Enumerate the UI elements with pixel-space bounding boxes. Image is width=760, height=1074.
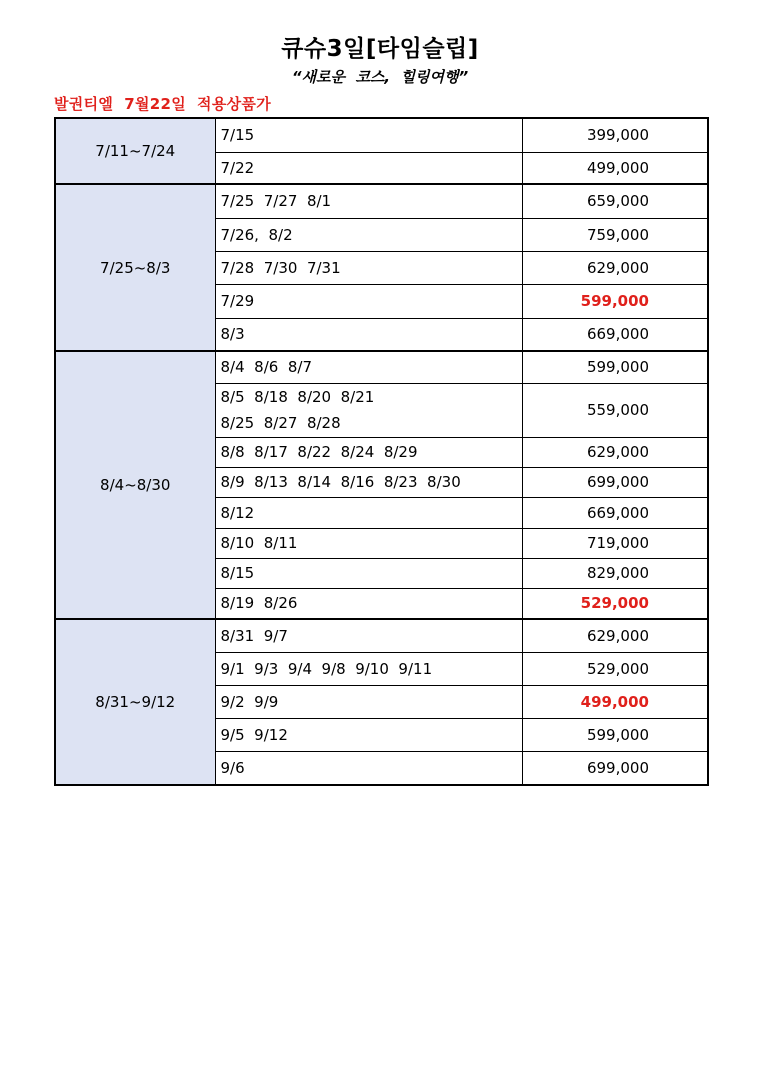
price-cell: 699,000: [522, 467, 708, 497]
table-row: [55, 118, 708, 152]
price-cell: 399,000: [522, 118, 708, 152]
price-cell: 669,000: [522, 318, 708, 351]
price-cell: 719,000: [522, 528, 708, 558]
dates-cell: 8/8 8/17 8/22 8/24 8/29: [215, 437, 522, 467]
dates-cell: 7/26, 8/2: [215, 218, 522, 251]
price-cell: 629,000: [522, 437, 708, 467]
table-row: [55, 619, 708, 652]
period-cell: 8/31~9/12: [55, 619, 215, 785]
price-cell: 529,000: [522, 652, 708, 685]
price-cell-highlighted: 599,000: [522, 284, 708, 318]
dates-cell: 9/6: [215, 751, 522, 785]
dates-cell: 8/12: [215, 497, 522, 528]
price-cell: 759,000: [522, 218, 708, 251]
price-table-body: [55, 118, 708, 785]
dates-cell: 7/29: [215, 284, 522, 318]
price-cell: 599,000: [522, 351, 708, 383]
price-cell: 669,000: [522, 497, 708, 528]
table-row: [55, 184, 708, 218]
period-cell: 7/11~7/24: [55, 118, 215, 184]
price-cell: 599,000: [522, 718, 708, 751]
dates-cell: 8/19 8/26: [215, 588, 522, 619]
dates-cell: 7/15: [215, 118, 522, 152]
price-cell: 829,000: [522, 558, 708, 588]
price-cell: 659,000: [522, 184, 708, 218]
dates-cell: 7/25 7/27 8/1: [215, 184, 522, 218]
dates-cell: 8/15: [215, 558, 522, 588]
table-row: [55, 351, 708, 383]
period-cell: 7/25~8/3: [55, 184, 215, 351]
dates-cell: 8/4 8/6 8/7: [215, 351, 522, 383]
price-table: [54, 117, 709, 786]
price-cell: 499,000: [522, 152, 708, 184]
dates-cell: 9/2 9/9: [215, 685, 522, 718]
price-cell-highlighted: 529,000: [522, 588, 708, 619]
dates-cell: 8/10 8/11: [215, 528, 522, 558]
page-title: 큐슈3일[타임슬립]: [281, 36, 479, 62]
dates-cell: 9/1 9/3 9/4 9/8 9/10 9/11: [215, 652, 522, 685]
dates-cell: [215, 383, 522, 437]
price-cell: 629,000: [522, 619, 708, 652]
dates-cell: 8/3: [215, 318, 522, 351]
price-cell-highlighted: 499,000: [522, 685, 708, 718]
period-cell: 8/4~8/30: [55, 351, 215, 619]
page-subtitle: “새로운 코스, 힐링여행”: [291, 68, 469, 86]
dates-line: 8/5 8/18 8/20 8/21: [220, 388, 375, 406]
price-cell: 699,000: [522, 751, 708, 785]
dates-cell: 8/31 9/7: [215, 619, 522, 652]
dates-cell: 9/5 9/12: [215, 718, 522, 751]
price-cell: 629,000: [522, 251, 708, 284]
price-cell: 559,000: [522, 383, 708, 437]
dates-line: 8/25 8/27 8/28: [220, 414, 341, 432]
dates-cell: 7/22: [215, 152, 522, 184]
pricing-notice: 발권티엘 7월22일 적용상품가: [54, 95, 271, 113]
dates-cell: 8/9 8/13 8/14 8/16 8/23 8/30: [215, 467, 522, 497]
dates-cell: 7/28 7/30 7/31: [215, 251, 522, 284]
